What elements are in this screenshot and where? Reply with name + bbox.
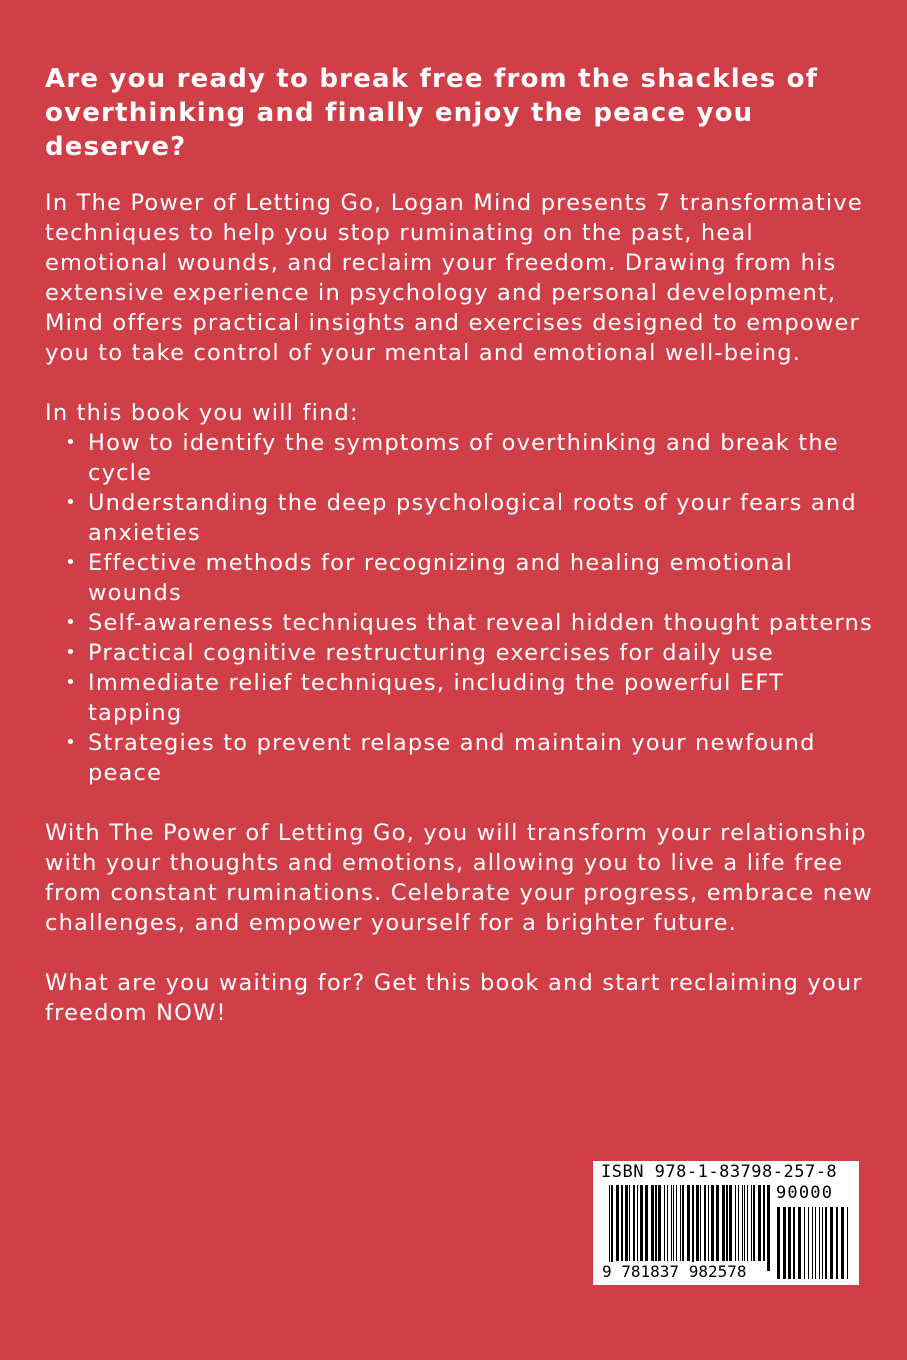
list-item bbox=[45, 728, 875, 788]
bullet-icon: • bbox=[65, 642, 77, 663]
list-item-text: Strategies to prevent relapse and maintain your newfound peace bbox=[88, 730, 816, 786]
list-item-text: Practical cognitive restructuring exercises for daily use bbox=[88, 640, 774, 666]
list-item bbox=[45, 668, 875, 728]
list-intro: In this book you will find: bbox=[45, 400, 359, 426]
list-item bbox=[45, 608, 875, 638]
list-item bbox=[45, 428, 875, 488]
ean-digits: 9 781837 982578 bbox=[602, 1262, 747, 1281]
bullet-icon: • bbox=[65, 432, 77, 453]
bullet-icon: • bbox=[65, 612, 77, 633]
bullet-icon: • bbox=[65, 492, 77, 513]
bullet-icon: • bbox=[65, 672, 77, 693]
list-item-text: Understanding the deep psychological roots of your fears and anxieties bbox=[88, 490, 857, 546]
list-item-text: Effective methods for recognizing and healing emotional wounds bbox=[88, 550, 794, 606]
isbn-barcode bbox=[593, 1161, 859, 1285]
list-item-text: How to identify the symptoms of overthinking and break the cycle bbox=[88, 430, 839, 486]
intro-paragraph: In The Power of Letting Go, Logan Mind presents 7 transformative techniques to help you stop ruminating on the past, heal emotional wounds, and reclaim your freedom. Drawing from his extensive experience in psychology and personal development, Mind offers practical insights and exercises designed to empower you to take control of your mental and emotional well-being. bbox=[45, 190, 863, 366]
isbn-label: ISBN 978-1-83798-257-8 bbox=[601, 1162, 838, 1182]
bullet-icon: • bbox=[65, 552, 77, 573]
closing-paragraph: With The Power of Letting Go, you will transform your relationship with your thoughts and emotions, allowing you to live a life free from constant ruminations. Celebrate your progress, embrace new challenges, and empower yourself for a brighter future. bbox=[45, 820, 873, 936]
call-to-action: What are you waiting for? Get this book and start reclaiming your freedom NOW! bbox=[45, 970, 863, 1026]
list-item-text: Immediate relief techniques, including the powerful EFT tapping bbox=[88, 670, 785, 726]
bullet-icon: • bbox=[65, 732, 77, 753]
list-item bbox=[45, 548, 875, 608]
price-code: 90000 bbox=[776, 1183, 834, 1203]
list-item bbox=[45, 638, 875, 668]
list-item bbox=[45, 488, 875, 548]
blurb bbox=[45, 62, 875, 1028]
headline: Are you ready to break free from the shackles of overthinking and finally enjoy the peace you deserve? bbox=[45, 64, 819, 162]
list-item-text: Self-awareness techniques that reveal hidden thought patterns bbox=[88, 610, 873, 636]
feature-list bbox=[45, 428, 875, 788]
